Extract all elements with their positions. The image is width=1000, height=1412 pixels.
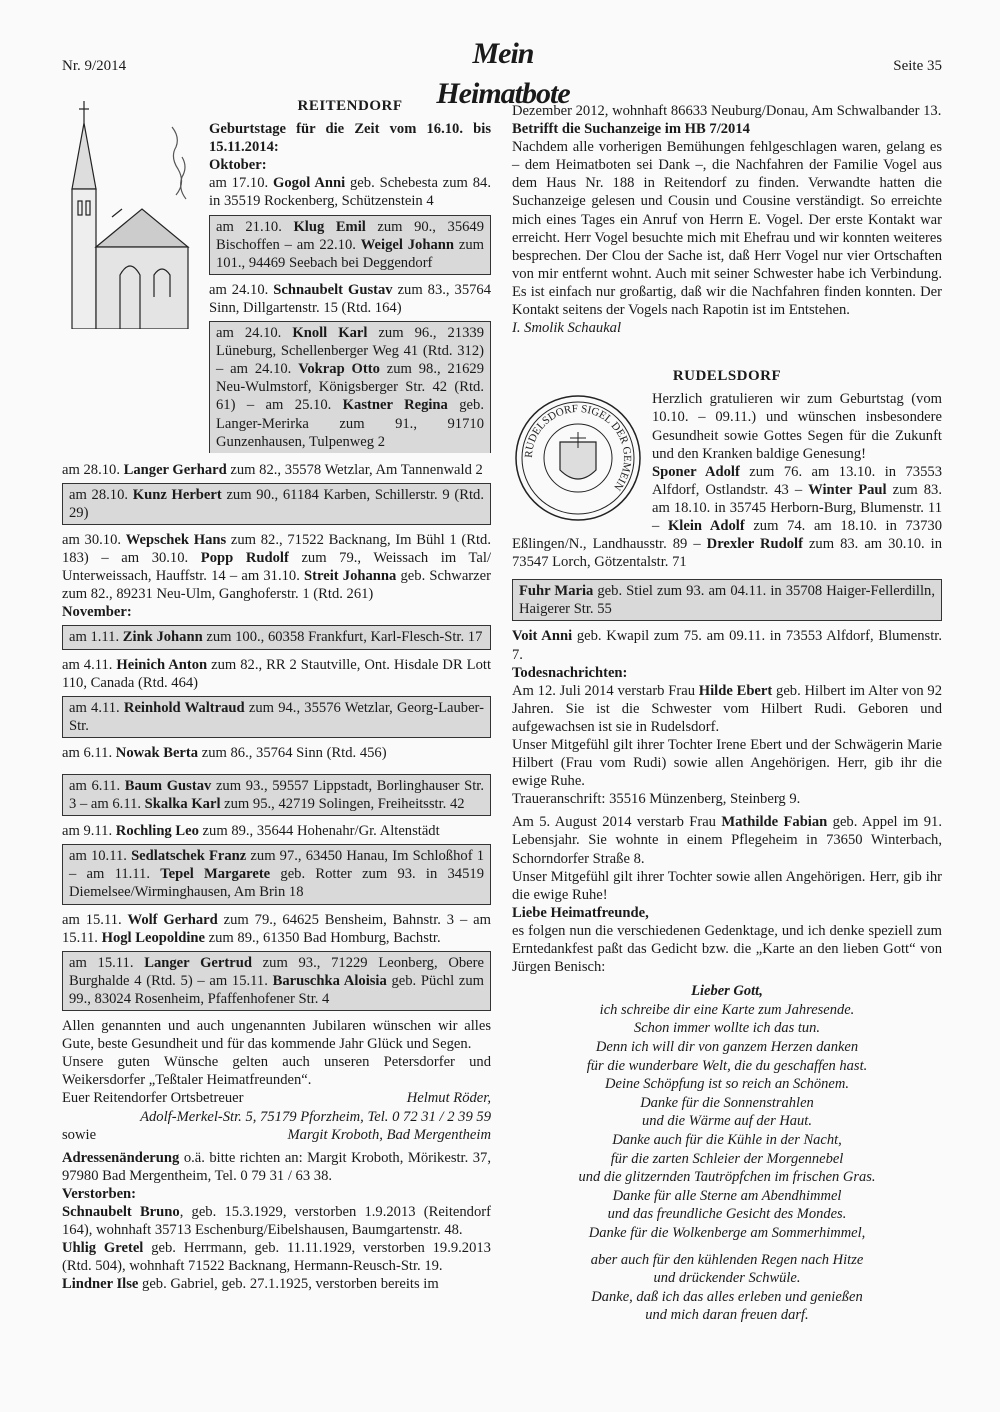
person-name: Kastner Regina xyxy=(342,397,448,414)
person-name: Schnaubelt Gustav xyxy=(273,281,393,298)
text-run: Am 12. Juli 2014 verstarb Frau xyxy=(512,682,699,699)
text-run: , geb. 15.3.1929, verstorben 1.9.2013 (Reitendorf 164), wohnhaft 35713 Eschenburg/Eibelshausen, Baumgartenstr. 48. xyxy=(62,1203,491,1239)
address-change-note xyxy=(62,1149,491,1185)
text-run: am 10.11. xyxy=(69,848,132,865)
person-name: Schnaubelt Bruno xyxy=(62,1203,180,1220)
text-run: geb. Herrmann, geb. 11.11.1929, verstorben 19.9.2013 (Rtd. 504), wohnhaft 71522 Backnang, Hermann-Reusch-Str. 19. xyxy=(62,1240,491,1275)
person-name: Streit Johanna xyxy=(304,568,397,585)
search-ad-signature: I. Smolik Schaukal xyxy=(512,320,622,337)
poem-line: und die glitzernden Tautröpfchen im frischen Gras. xyxy=(578,1169,876,1186)
text-run: am 15.11. xyxy=(69,954,145,971)
person-name: Wolf Gerhard xyxy=(127,911,218,928)
poem-line: aber auch für den kühlenden Regen nach Hitze xyxy=(590,1251,864,1268)
highlighted-entry xyxy=(62,774,491,816)
entry xyxy=(62,744,491,762)
highlighted-entry xyxy=(62,625,491,649)
rudelsdorf-seal-image xyxy=(512,392,644,524)
person-name: Fuhr Maria xyxy=(519,583,594,600)
signature-name: Helmut Röder, xyxy=(406,1090,491,1107)
death-notice xyxy=(512,813,942,867)
poem-line: und mich daran freuen darf. xyxy=(645,1307,809,1324)
text-run: zum 100., 60358 Frankfurt, Karl-Flesch-Str. 17 xyxy=(202,629,483,646)
highlighted-entry xyxy=(62,844,491,904)
text-run: zum 82., 35578 Wetzlar, Am Tannenwald 2 xyxy=(226,461,483,478)
person-name: Reinhold Waltraud xyxy=(123,699,245,716)
text-run: am 24.10. xyxy=(209,281,274,298)
rudelsdorf-title: RUDELSDORF xyxy=(672,368,782,385)
person-name: Skalka Karl xyxy=(144,796,221,813)
poem-line: Schon immer wollte ich das tun. xyxy=(633,1020,821,1037)
person-name: Rochling Leo xyxy=(115,823,199,840)
person-name: Heinich Anton xyxy=(116,656,208,673)
text-run: zum 83. am 18.10. in 35745 Herborn-Burg, Blumenstr. 11 – xyxy=(652,481,942,534)
poem-line: und drückender Schwüle. xyxy=(653,1270,801,1287)
text-run: geb. Appel im 91. Lebensjahr. Sie wohnte in einem Pflegeheim in 73650 Winterbach, Schorndorfer Straße 8. xyxy=(512,814,942,867)
text-run: geb. Stiel zum 93. am 04.11. in 35708 Haiger-Fellerdilln, Haigerer Str. 55 xyxy=(519,583,935,618)
entry xyxy=(209,281,491,317)
text-run: am 24.10. xyxy=(216,325,293,342)
birthday-intro: Geburtstage für die Zeit vom 16.10. bis 15.11.2014: xyxy=(209,121,491,156)
entry xyxy=(62,531,491,603)
poem-line: und das freundliche Gesicht des Mondes. xyxy=(607,1206,847,1223)
text-run: zum 93., 71229 Leonberg, Obere Burghalde 4 (Rtd. 5) – am 15.11. xyxy=(69,954,484,989)
person-name: Weigel Johann xyxy=(360,236,455,253)
text-run: zum 79., 64625 Bensheim, Bahnstr. 3 – am 15.11. xyxy=(62,911,491,946)
text-run: zum 89., 61350 Bad Homburg, Bachstr. xyxy=(204,929,441,946)
person-name: Wepschek Hans xyxy=(125,531,227,548)
person-name: Langer Gertrud xyxy=(144,954,252,971)
person-name: Kunz Herbert xyxy=(132,486,222,503)
search-ad-text: Nachdem alle vorherigen Bemühungen fehlgeschlagen waren, gelang es – dem Heimatboten sei Dank –, die Nachfahren der Familie Vogel aus dem Haus Nr. 188 in Reitendorf zu finden. Verwandte hatten die Suchanzeige gelesen und Cousin und Cousine verständigt. So erreichte mich eines Tages ein Anruf von Herrn E. Vogel. Der erste Kontakt war erreicht. Herr Vogel besuchte mich mit Ehefrau und wir konnten weiteres besprechen. Der Clou der Sache ist, daß Herr Vogel nur vier Ortschaften von mir entfernt wohnt. Auch mit seiner Schwester habe ich Verbindung. Es ist einfach nur großartig, daß wir die Nachfahren finden konnten. Der Kontakt seitens der Vogels nach Rapotin ist im Entstehen. xyxy=(512,139,942,319)
november-heading: November: xyxy=(62,604,132,621)
text-run: zum 82., RR 2 Stautville, Ont. Hisdale DR Lott 110, Canada (Rtd. 464) xyxy=(62,656,491,691)
entry xyxy=(62,911,491,947)
poem-line: Deine Schöpfung ist so reich an Schönem. xyxy=(605,1076,849,1093)
person-name: Uhlig Gretel xyxy=(62,1240,144,1257)
poem-line: für die zarten Schleier der Morgennebel xyxy=(610,1150,844,1167)
poem-line: Danke auch für die Kühle in der Nacht, xyxy=(612,1131,842,1148)
signature-line xyxy=(62,1126,491,1144)
text-run: geb. Kwapil zum 75. am 09.11. in 73553 Alfdorf, Blumenstr. 7. xyxy=(512,628,942,663)
person-name: Nowak Berta xyxy=(115,744,199,761)
text-run: zum 86., 35764 Sinn (Rtd. 456) xyxy=(198,744,387,761)
text-run: geb. Rotter zum 93. in 34519 Diemelsee/Wirminghausen, Am Brin 18 xyxy=(69,866,484,901)
text-run: Am 5. August 2014 verstarb Frau xyxy=(512,814,722,831)
person-name: Drexler Rudolf xyxy=(706,536,803,553)
death-notices-heading: Todesnachrichten: xyxy=(512,664,628,681)
text-run: zum 96., 21339 Lüneburg, Schellenberger Weg 41 (Rtd. 312) – am 24.10. xyxy=(216,325,484,378)
highlighted-entry xyxy=(62,951,491,1011)
text-run: zum 90., 35649 Bischoffen – am 22.10. xyxy=(216,218,485,253)
person-name: Baruschka Aloisia xyxy=(272,972,387,989)
text-run: am 17.10. xyxy=(209,175,273,192)
person-name: Klug Emil xyxy=(293,218,366,235)
poem-stanza xyxy=(512,1001,942,1243)
right-column xyxy=(512,102,942,1325)
person-name: Lindner Ilse xyxy=(62,1276,139,1293)
text-run: zum 83. am 30.10. in 73547 Lorch, Götzentalstr. 71 xyxy=(512,536,942,571)
text-run: am 6.11. xyxy=(62,744,116,761)
poem-line: und die Wärme auf der Haut. xyxy=(642,1113,812,1130)
wishes-text: Unsere guten Wünsche gelten auch unseren Petersdorfer und Weikersdorfer „Teßtaler Heimatfreunden“. xyxy=(62,1054,491,1089)
entry xyxy=(62,461,491,479)
person-name: Adressenänderung xyxy=(62,1149,180,1166)
person-name: Langer Gerhard xyxy=(123,461,227,478)
text-run: zum 93., 59557 Lippstadt, Borlinghauser Str. 3 – am 6.11. xyxy=(69,778,484,813)
text-run: geb. Schwarzer zum 82., 89231 Neu-Ulm, Ganghoferstr. 1 (Rtd. 261) xyxy=(62,568,491,603)
page-number: Seite 35 xyxy=(893,58,942,74)
seal-lettering: RUDELSDORF SIGEL DER GEMEIN xyxy=(522,403,634,493)
text-run: am 4.11. xyxy=(69,699,124,716)
signature-name-2: Margit Kroboth, Bad Mergentheim xyxy=(287,1126,491,1143)
sowie-text: sowie xyxy=(62,1126,97,1143)
death-notice: Unser Mitgefühl gilt ihrer Tochter sowie allen Angehörigen. Herr, gib ihr die ewige Ruhe! xyxy=(512,868,942,903)
entry xyxy=(62,822,491,840)
person-name: Baum Gustav xyxy=(124,778,212,794)
highlighted-entry xyxy=(62,483,491,525)
person-name: Klein Adolf xyxy=(667,517,745,534)
search-ad-heading: Betrifft die Suchanzeige im HB 7/2014 xyxy=(512,121,750,138)
text-run: geb. Gabriel, geb. 27.1.1925, verstorben bereits im xyxy=(138,1276,439,1293)
person-name: Zink Johann xyxy=(122,629,203,646)
poem-title: Lieber Gott, xyxy=(691,983,763,1000)
text-run: o.ä. bitte richten an: Margit Kroboth, Mörikestr. 37, 97980 Bad Mergentheim, Tel. 0 79 31 / 63 38. xyxy=(62,1149,491,1184)
poem-line: ich schreibe dir eine Karte zum Jahresende. xyxy=(599,1001,855,1018)
person-name: Sedlatschek Franz xyxy=(131,848,247,865)
entry xyxy=(512,627,942,663)
left-column xyxy=(62,97,491,1293)
text-run: zum 94., 35576 Wetzlar, Georg-Lauber-Str. xyxy=(69,699,484,734)
dear-friends-heading: Liebe Heimatfreunde, xyxy=(512,904,649,921)
obituary-entry xyxy=(62,1239,491,1275)
entry xyxy=(62,656,491,692)
person-name: Tepel Margarete xyxy=(160,866,271,883)
highlighted-entry xyxy=(209,321,491,453)
text-run: zum 90., 61184 Karben, Schillerstr. 9 (Rtd. 29) xyxy=(69,486,484,521)
person-name: Hogl Leopoldine xyxy=(101,929,205,946)
text-run: am 15.11. xyxy=(62,911,128,928)
church-drawing-image xyxy=(62,97,196,329)
text-run: zum 101., 94469 Seebach bei Deggendorf xyxy=(216,236,484,271)
text-run: am 4.11. xyxy=(62,656,117,673)
signature-label: Euer Reitendorfer Ortsbetreuer xyxy=(62,1090,244,1107)
death-notice: Traueranschrift: 35516 Münzenberg, Steinberg 9. xyxy=(512,791,801,808)
text-run: geb. Hilbert im Alter von 92 Jahren. Sie ist die Schwester vom Hilbert Rudi. Geboren und aufgewachsen ist sie in Rudelsdorf. xyxy=(512,682,942,735)
text-run: am 1.11. xyxy=(69,629,123,646)
text-run: zum 83., 35764 Sinn, Dillgartenstr. 15 (Rtd. 164) xyxy=(209,281,492,316)
signature-address: Adolf-Merkel-Str. 5, 75179 Pforzheim, Tel. 0 72 31 / 2 39 59 xyxy=(140,1108,491,1125)
obituary-entry xyxy=(62,1275,491,1293)
poem-stanza xyxy=(512,1251,942,1325)
text-run: zum 98., 21629 Neu-Wulmstorf, Königsberger Str. 42 (Rtd. 61) – am 25.10. xyxy=(216,361,484,414)
poem-line: Danke für die Sonnenstrahlen xyxy=(640,1094,814,1111)
highlighted-entry xyxy=(62,696,491,738)
highlighted-entry xyxy=(209,215,491,275)
text-run: am 30.10. xyxy=(62,531,126,548)
deceased-heading: Verstorben: xyxy=(62,1185,137,1202)
person-name: Hilde Ebert xyxy=(698,682,773,699)
text-run: am 6.11. xyxy=(69,778,125,794)
highlighted-entry xyxy=(512,579,942,621)
poem-line: Denn ich will dir von ganzem Herzen danken xyxy=(595,1039,859,1055)
person-name: Winter Paul xyxy=(808,481,887,498)
dear-friends-text: es folgen nun die verschiedenen Gedenktage, und ich denke speziell zum Erntedankfest paßt das Gedicht bzw. die „Karte an den lieben Gott“ von Jürgen Benisch: xyxy=(512,922,942,976)
signature-line xyxy=(62,1089,491,1107)
entry xyxy=(209,174,491,210)
poem-line: Danke für alle Sterne am Abendhimmel xyxy=(612,1187,842,1204)
text-run: zum 79., Weissach im Tal/ Unterweissach, Hauffstr. 14 – am 31.10. xyxy=(62,550,491,585)
poem-line: Danke für die Wolkenberge am Sommerhimmel, xyxy=(588,1224,866,1241)
person-name: Popp Rudolf xyxy=(200,550,289,567)
text-run: geb. Schebesta zum 84. in 35519 Rockenberg, Schützenstein 4 xyxy=(209,175,491,210)
wishes-text: Allen genannten und auch ungenannten Jubilaren wünschen wir alles Gute, beste Gesundheit und für das kommende Jahr Glück und Segen. xyxy=(62,1018,491,1053)
person-name: Sponer Adolf xyxy=(652,463,740,480)
text-run: am 9.11. xyxy=(62,823,116,840)
october-heading: Oktober: xyxy=(209,157,267,174)
issue-number: Nr. 9/2014 xyxy=(62,58,127,74)
text-run: am 28.10. xyxy=(62,461,124,478)
text-run: am 21.10. xyxy=(216,218,294,235)
text-run: zum 76. am 13.10. in 73553 Alfdorf, Ostlandstr. 43 – xyxy=(652,463,942,498)
obituary-entry xyxy=(62,1203,491,1239)
text-run: am 28.10. xyxy=(69,486,133,503)
text-run: geb. Langer-Merirka zum 91., 91710 Gunzenhausen, Tulpenweg 2 xyxy=(216,397,484,450)
text-run: zum 95., 42719 Solingen, Freiheitsstr. 42 xyxy=(220,796,465,813)
person-name: Mathilde Fabian xyxy=(721,814,828,831)
greeting-text: Herzlich gratulieren wir zum Geburtstag (vom 10.10. – 09.11.) und wünschen insbesondere Gesundheit sowie Gottes Segen für die Zukunft und den Kranken baldige Genesung! xyxy=(652,391,942,462)
text-run: geb. Püchl zum 99., 83024 Rosenheim, Pfaffenhofener Str. 4 xyxy=(69,972,484,1007)
person-name: Vokrap Otto xyxy=(298,361,380,378)
person-name: Voit Anni xyxy=(512,628,573,645)
death-notice: Unser Mitgefühl gilt ihrer Tochter Irene Ebert und der Schwägerin Marie Hilbert (Frau vom Rudi) sowie allen Angehörigen. Herr, gib ihr die ewige Ruhe. xyxy=(512,737,942,790)
text-run: zum 97., 63450 Hanau, Im Schloßhof 1 – am 11.11. xyxy=(69,848,484,883)
masthead-logo: Mein Heimatbote xyxy=(436,37,570,110)
poem-line: für die wunderbare Welt, die du geschaffen hast. xyxy=(586,1057,868,1074)
person-name: Gogol Anni xyxy=(273,175,346,192)
person-name: Knoll Karl xyxy=(292,325,368,342)
text-run: zum 74. am 18.10. in 73730 Eßlingen/N., Landhausstr. 89 – xyxy=(512,517,942,553)
poem-line: Danke, daß ich das alles erleben und genießen xyxy=(591,1288,863,1305)
continued-text: Dezember 2012, wohnhaft 86633 Neuburg/Donau, Am Schwalbander 13. xyxy=(512,103,942,119)
reitendorf-title: REITENDORF xyxy=(297,98,403,114)
text-run: zum 89., 35644 Hohenahr/Gr. Altenstädt xyxy=(198,823,440,840)
death-notice xyxy=(512,682,942,736)
text-run: zum 82., 71522 Backnang, Im Bühl 1 (Rtd. 183) – am 30.10. xyxy=(62,531,491,567)
